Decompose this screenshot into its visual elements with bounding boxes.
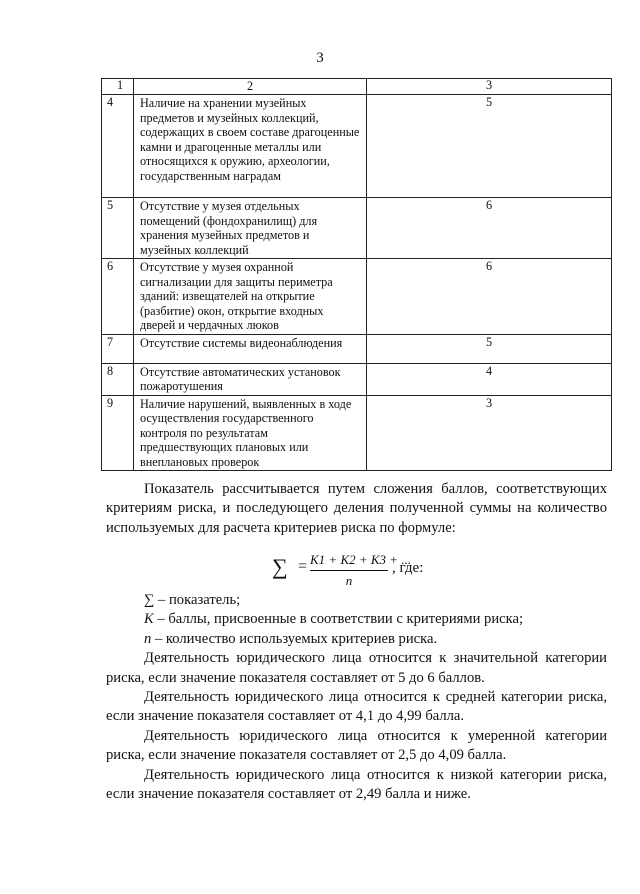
sigma-symbol: ∑	[272, 554, 288, 579]
intro-paragraph: Показатель рассчитывается путем сложения баллов, соответствующих критериям риска, и последующего деления полученной суммы на количество используемых для расчета критериев риска по формуле:	[106, 481, 607, 536]
row-number: 6	[102, 259, 134, 335]
row-criterion: Наличие на хранении музейных предметов и музейных коллекций, содержащих в своем составе драгоценные камни и драгоценные металлы или относящихся к оружию, археологии, государственным наградам	[134, 95, 367, 198]
row-score: 6	[367, 259, 612, 335]
intro-text-block	[106, 480, 607, 538]
table-row	[102, 95, 612, 198]
table-row	[102, 395, 612, 471]
definition-k	[106, 610, 607, 629]
page-number: 3	[316, 50, 324, 66]
definition-text: – количество используемых критериев риска.	[151, 630, 438, 647]
row-criterion: Отсутствие системы видеонаблюдения	[134, 334, 367, 363]
row-criterion: Отсутствие автоматических установок пожаротушения	[134, 363, 367, 395]
row-score: 6	[367, 198, 612, 259]
row-criterion: Наличие нарушений, выявленных в ходе осуществления государственного контроля по результатам предшествующих плановых или внеплановых проверок	[134, 395, 367, 471]
row-score: 3	[367, 395, 612, 471]
formula-suffix: , где:	[392, 560, 424, 576]
table-header-row	[102, 79, 612, 95]
definition-symbol: ∑	[144, 592, 155, 608]
definition-symbol: n	[144, 630, 152, 647]
definition-n	[106, 630, 607, 649]
row-number: 8	[102, 363, 134, 395]
definitions-block	[106, 591, 607, 804]
header-col-2: 2	[134, 79, 367, 95]
definition-sum	[106, 591, 607, 610]
category-low-paragraph: Деятельность юридического лица относится к низкой категории риска, если значение показателя составляет от 2,49 балла и ниже.	[106, 766, 607, 803]
row-number: 4	[102, 95, 134, 198]
row-score: 4	[367, 363, 612, 395]
table-row	[102, 363, 612, 395]
category-moderate-paragraph: Деятельность юридического лица относится к умеренной категории риска, если значение показателя составляет от 2,5 до 4,09 балла.	[106, 727, 607, 764]
row-score: 5	[367, 95, 612, 198]
definition-text: – показатель;	[154, 592, 241, 608]
row-number: 9	[102, 395, 134, 471]
header-col-1: 1	[102, 79, 134, 95]
category-significant-paragraph: Деятельность юридического лица относится к значительной категории риска, если значение показателя составляет от 5 до 6 баллов.	[106, 650, 607, 686]
equals-sign: =	[298, 558, 308, 575]
row-criterion: Отсутствие у музея охранной сигнализации для защиты периметра зданий: извещателей на открытие (разбитие) окон, открытие входных дверей и чердачных люков	[134, 259, 367, 335]
table-row	[102, 198, 612, 259]
risk-criteria-table	[101, 78, 612, 471]
row-number: 7	[102, 334, 134, 363]
formula-numerator: K1 + K2 + K3 + ...	[310, 552, 388, 571]
row-score: 5	[367, 334, 612, 363]
row-criterion: Отсутствие у музея отдельных помещений (фондохранилищ) для хранения музейных предметов и музейных коллекций	[134, 198, 367, 259]
definition-symbol: K	[144, 611, 154, 628]
header-col-3: 3	[367, 79, 612, 95]
table-row	[102, 259, 612, 335]
formula-denominator: n	[345, 573, 353, 588]
category-medium-paragraph: Деятельность юридического лица относится к средней категории риска, если значение показателя составляет от 4,1 до 4,99 балла.	[106, 689, 607, 725]
row-number: 5	[102, 198, 134, 259]
definition-text: – баллы, присвоенные в соответствии с критериями риска;	[153, 611, 524, 628]
table-row	[102, 334, 612, 363]
